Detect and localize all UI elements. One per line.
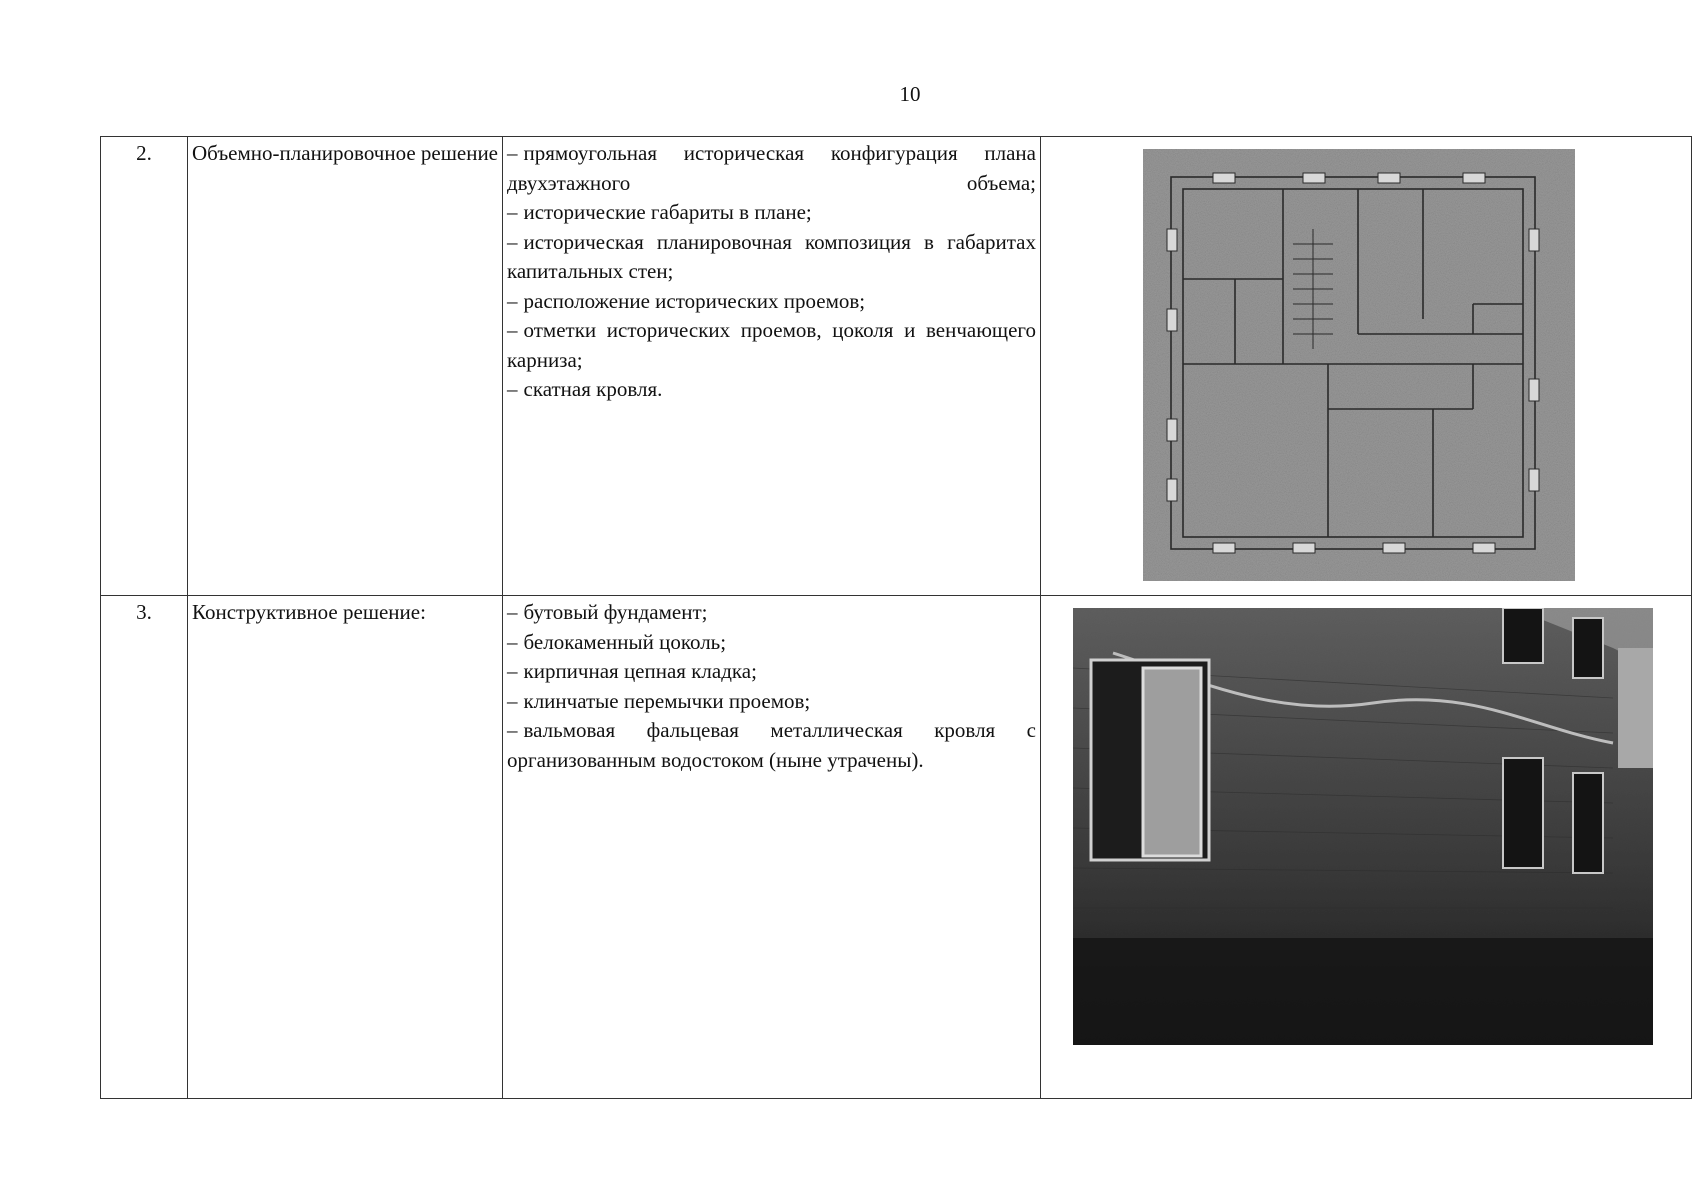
list-item: – клинчатые перемычки проемов; xyxy=(507,688,811,713)
photo-cell xyxy=(1041,596,1692,1099)
row-number: 3. xyxy=(101,596,188,1099)
list-item: – вальмовая фальцевая металлическая кровля с организованным водостоком (ныне утрачены). xyxy=(507,718,1036,772)
photo-cell xyxy=(1041,137,1692,596)
heritage-features-table xyxy=(100,136,1692,1099)
feature-description xyxy=(503,596,1041,1099)
feature-name: Конструктивное решение: xyxy=(188,596,503,1099)
list-item: – скатная кровля. xyxy=(507,377,663,401)
facade-photo-image xyxy=(1073,608,1653,1045)
list-item: – прямоугольная историческая конфигурация плана двухэтажного объема; xyxy=(507,141,1036,195)
list-item: – бутовый фундамент; xyxy=(507,600,708,624)
list-item: – историческая планировочная композиция в габаритах капитальных стен; xyxy=(507,229,1036,283)
list-item: – расположение исторических проемов; xyxy=(507,288,866,313)
list-item: – исторические габариты в плане; xyxy=(507,200,812,224)
list-item: – кирпичная цепная кладка; xyxy=(507,659,757,683)
floor-plan-image xyxy=(1143,149,1575,581)
row-number: 2. xyxy=(101,137,188,596)
list-item: – белокаменный цоколь; xyxy=(507,629,727,654)
page-number: 10 xyxy=(899,82,921,106)
table-row xyxy=(101,596,1692,1099)
table-row xyxy=(101,137,1692,596)
feature-name: Объемно-планировочное решение xyxy=(188,137,503,596)
list-item: – отметки исторических проемов, цоколя и венчающего карниза; xyxy=(507,318,1036,372)
feature-description xyxy=(503,137,1041,596)
